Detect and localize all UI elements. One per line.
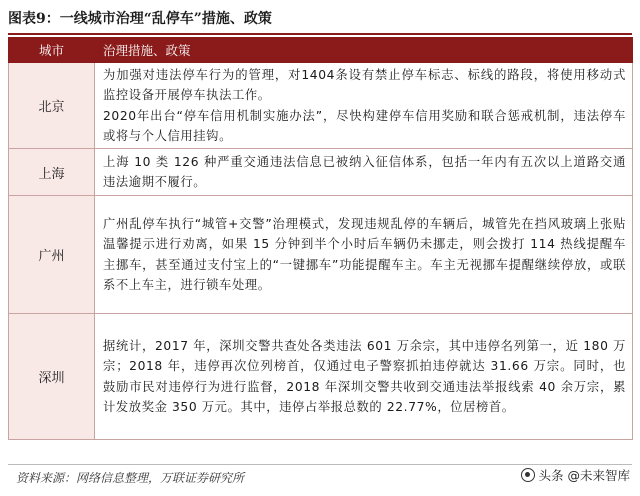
watermark-text: 头条 @未来智库 <box>538 468 630 483</box>
city-cell: 深圳 <box>9 314 95 440</box>
header-city: 城市 <box>9 38 95 63</box>
measures-cell <box>95 314 633 440</box>
title-divider <box>8 33 632 35</box>
measure-paragraph: 为加强对违法停车行为的管理，对1404条设有禁止停车标志、标线的路段，将使用移动式监控设备开展停车执法工作。 <box>103 67 626 102</box>
table-row <box>9 149 633 196</box>
watermark <box>521 466 630 484</box>
footer-divider <box>8 464 632 465</box>
city-cell: 上海 <box>9 149 95 196</box>
table-row <box>9 196 633 314</box>
table-row <box>9 63 633 149</box>
measures-cell <box>95 63 633 149</box>
table-header-row <box>9 38 633 63</box>
figure-title: 图表9：一线城市治理“乱停车”措施、政策 <box>8 11 272 27</box>
measure-paragraph: 上海 10 类 126 种严重交通违法信息已被纳入征信体系，包括一年内有五次以上道路交通违法逾期不履行。 <box>103 154 626 189</box>
table-row <box>9 314 633 440</box>
source-note: 资料来源：网络信息整理，万联证券研究所 <box>16 471 245 485</box>
measure-paragraph: 据统计，2017 年，深圳交警共查处各类违法 601 万余宗，其中违停名列第一，近 180 万宗；2018 年，违停再次位列榜首，仅通过电子警察抓拍违停就达 31.66 万宗。同时，也鼓励市民对违停行为进行监督，2018 年深圳交警共收到交通违法举报线索 40 余万宗，累计发放奖金 350 万元。其中，违停占举报总数的 22.77%，位居榜首。 <box>103 338 626 414</box>
city-cell: 北京 <box>9 63 95 149</box>
header-measures: 治理措施、政策 <box>95 38 633 63</box>
city-cell: 广州 <box>9 196 95 314</box>
measure-paragraph: 广州乱停车执行“城管+交警”治理模式，发现违规乱停的车辆后，城管先在挡风玻璃上张贴温馨提示进行劝离，如果 15 分钟到半个小时后车辆仍未挪走，则会拨打 114 热线提醒车主挪车，甚至通过支付宝上的“一键挪车”功能提醒车主。车主无视挪车提醒继续停放，或联系不上车主，进行锁车处理。 <box>103 216 626 292</box>
measure-paragraph: 2020年出台“停车信用机制实施办法”，尽快构建停车信用奖励和联合惩戒机制，违法停车或将与个人信用挂钩。 <box>103 108 626 143</box>
watermark-logo-icon <box>521 468 535 482</box>
measures-cell <box>95 149 633 196</box>
policy-table <box>8 37 633 440</box>
measures-cell <box>95 196 633 314</box>
